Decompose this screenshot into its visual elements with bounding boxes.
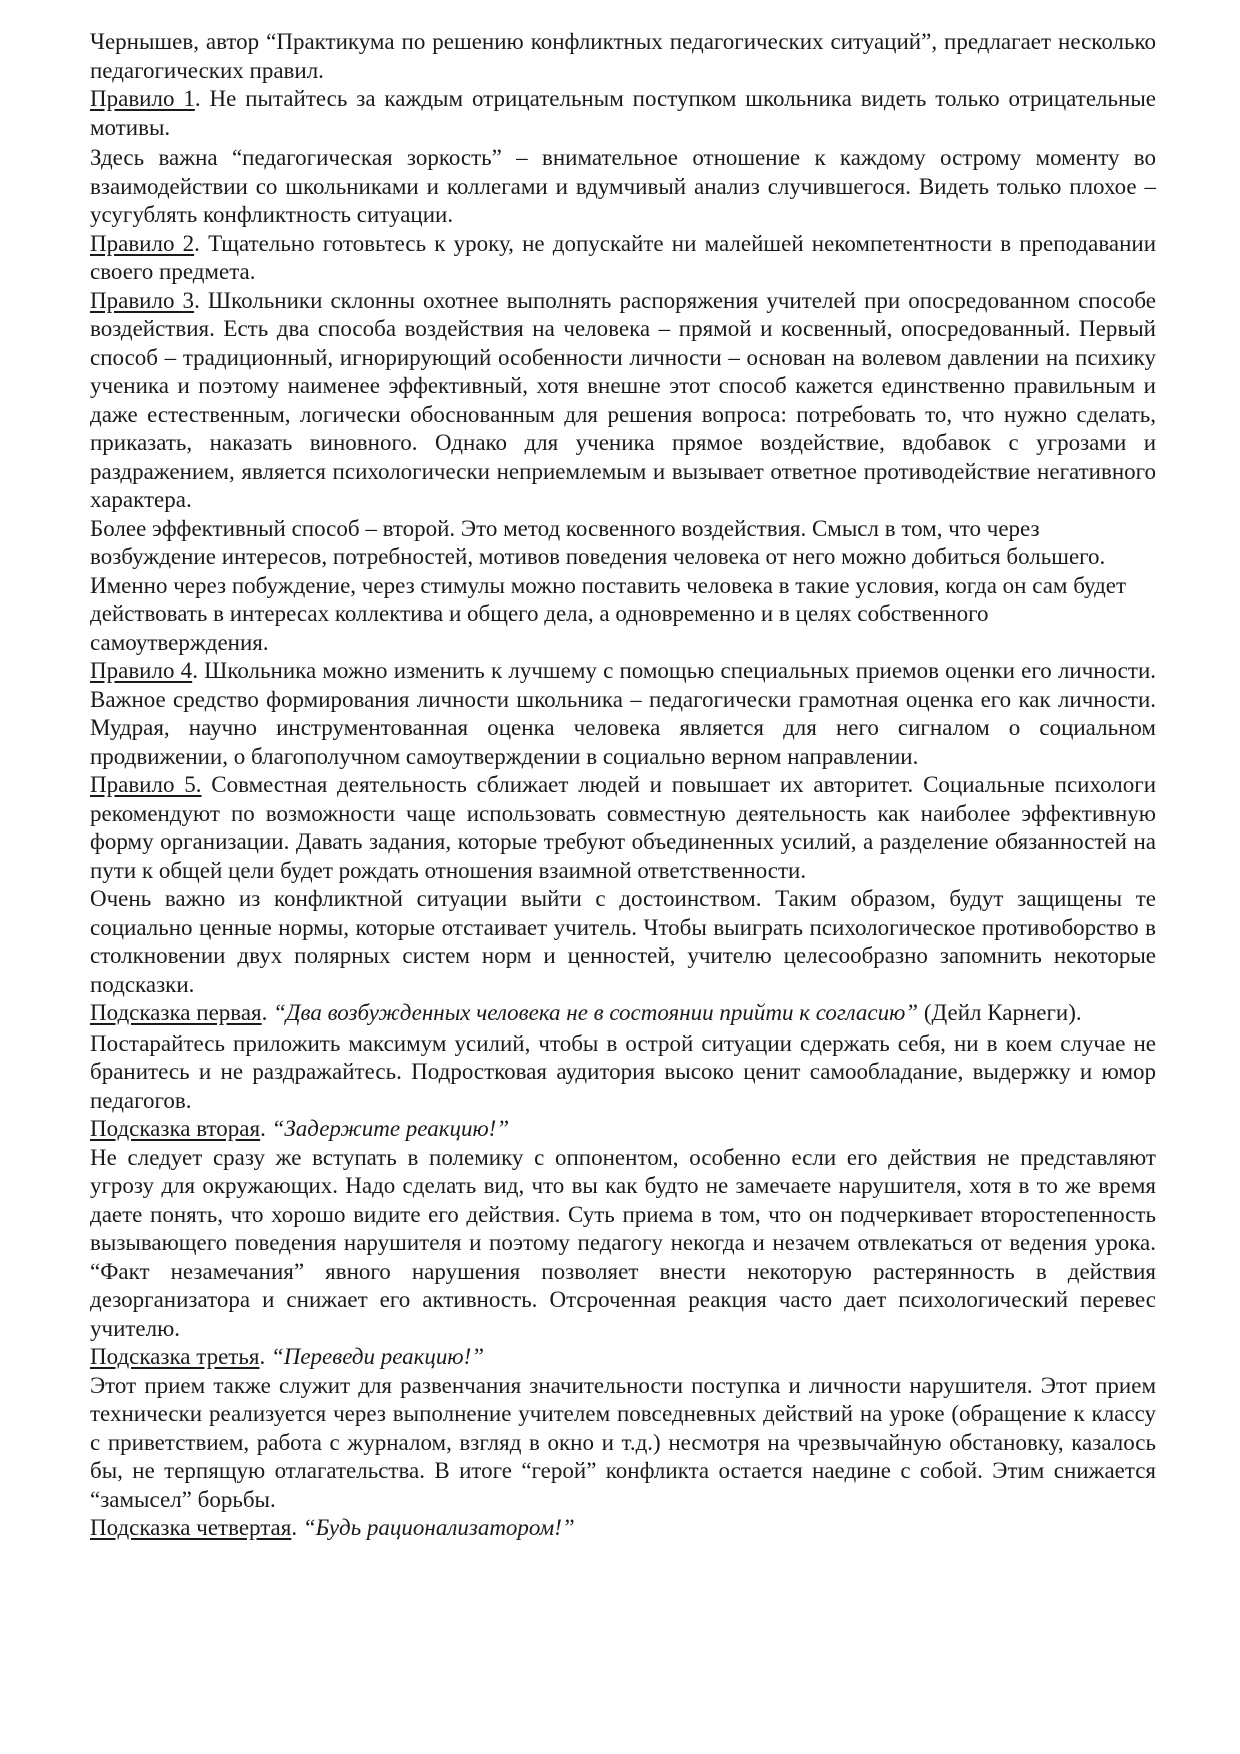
rule-2-label: Правило 2: [90, 230, 195, 256]
rule-4-text: . Школьника можно изменить к лучшему с помощью специальных приемов оценки его личности. Важное средство формирования личности школьника – педагогически грамотная оценка его как личности. Мудрая, научно инструментованная оценка человека является для него сигналом о социальном продвижении, о благополучном самоутверждении в социально верном направлении.: [90, 658, 1157, 769]
hint-4-separator: .: [291, 1515, 303, 1540]
intro-text: Чернышев, автор “Практикума по решению конфликтных педагогических ситуаций”, предлагает несколько педагогических правил.: [90, 29, 1156, 83]
hint-3-separator: .: [259, 1344, 271, 1369]
rule-2-text: . Тщательно готовьтесь к уроку, не допускайте ни малейшей некомпетентности в преподавании своего предмета.: [90, 230, 1157, 284]
rule-3-text: . Школьники склонны охотнее выполнять распоряжения учителей при опосредованном способе воздействия. Есть два способа воздействия на человека – прямой и косвенный, опосредованный. Первый способ – традиционный, игнорирующий особенности личности – основан на волевом давлении на психику ученика и поэтому наименее эффективный, хотя внешне этот способ кажется единственно правильным и даже естественным, логически обоснованным для решения вопроса: потребовать то, что нужно сделать, приказать, наказать виновного. Однако для ученика прямое воздействие, вдобавок с угрозами и раздражением, является психологически неприемлемым и вызывает ответное противодействие негативного характера.: [90, 287, 1156, 512]
rule-3-label: Правило 3: [90, 287, 195, 313]
hint-1-explanation-text: Постарайтесь приложить максимум усилий, чтобы в острой ситуации сдержать себя, ни в коем случае не бранитесь и не раздражайтесь. Подростковая аудитория высоко ценит самообладание, выдержку и юмор педагогов.: [90, 1030, 1156, 1113]
conflict-text: Очень важно из конфликтной ситуации выйти с достоинством. Таким образом, будут защищены те социально ценные нормы, которые отстаивает учитель. Чтобы выиграть психологическое противоборство в столкновении двух полярных систем норм и ценностей, учителю целесообразно запомнить некоторые подсказки.: [90, 886, 1156, 997]
rule-1-text: . Не пытайтесь за каждым отрицательным поступком школьника видеть только отрицательные мотивы.: [90, 86, 1156, 140]
hint-2-paragraph: [90, 1115, 1156, 1144]
hint-2-quote: “Задержите реакцию!”: [271, 1116, 510, 1141]
rule-5-text: Совместная деятельность сближает людей и повышает их авторитет. Социальные психологи рекомендуют по возможности чаще использовать совместную деятельность как наиболее эффективную форму организации. Давать задания, которые требуют объединенных усилий, а разделение обязанностей на пути к общей цели будет рождать отношения взаимной ответственности.: [90, 772, 1157, 883]
hint-2-explanation: [90, 1144, 1156, 1344]
rule-3-explanation-text: Более эффективный способ – второй. Это метод косвенного воздействия. Смысл в том, что через возбуждение интересов, потребностей, мотивов поведения человека от него можно добиться большего. Именно через побуждение, через стимулы можно поставить человека в такие условия, когда он сам будет действовать в интересах коллектива и общего дела, а одновременно и в целях собственного самоутверждения.: [90, 515, 1127, 655]
hint-3-label: Подсказка третья: [90, 1344, 260, 1369]
hint-1-label: Подсказка первая: [90, 1000, 262, 1025]
hint-4-label: Подсказка четвертая: [90, 1515, 292, 1540]
hint-1-quote: “Два возбужденных человека не в состоянии прийти к согласию”: [273, 1000, 919, 1025]
hint-3-explanation: [90, 1372, 1156, 1515]
intro-paragraph: [90, 28, 1156, 85]
hint-4-paragraph: [90, 1514, 1156, 1543]
hint-2-label: Подсказка вторая: [90, 1116, 261, 1141]
hint-1-separator: .: [261, 1000, 274, 1025]
document-page: [90, 28, 1156, 1543]
rule-1-paragraph: [90, 85, 1156, 142]
rule-1-explanation: [90, 144, 1156, 230]
conflict-paragraph: [90, 885, 1156, 999]
rule-4-label: Правило 4: [90, 658, 193, 683]
hint-3-quote: “Переведи реакцию!”: [270, 1344, 485, 1369]
rule-5-label: Правило 5.: [90, 772, 202, 797]
rule-1-explanation-text: Здесь важна “педагогическая зоркость” – внимательное отношение к каждому острому моменту во взаимодействии со школьниками и коллегами и вдумчивый анализ случившегося. Видеть только плохое – усугублять конфликтность ситуации.: [90, 145, 1156, 227]
hint-3-paragraph: [90, 1343, 1156, 1372]
hint-1-paragraph: [90, 999, 1156, 1028]
rule-3-paragraph: [90, 287, 1156, 515]
hint-1-author: (Дейл Карнеги).: [918, 1000, 1082, 1025]
hint-1-explanation: [90, 1030, 1156, 1116]
rule-2-paragraph: [90, 230, 1156, 287]
rule-1-label: Правило 1: [90, 86, 195, 111]
hint-3-explanation-text: Этот прием также служит для развенчания значительности поступка и личности нарушителя. Этот прием технически реализуется через выполнение учителем повседневных действий на уроке (обращение к классу с приветствием, работа с журналом, взгляд в окно и т.д.) несмотря на чрезвычайную обстановку, казалось бы, не терпящую отлагательства. В итоге “герой” конфликта остается наедине с собой. Этим снижается “замысел” борьбы.: [90, 1372, 1156, 1512]
hint-2-explanation-text: Не следует сразу же вступать в полемику с оппонентом, особенно если его действия не представляют угрозу для окружающих. Надо сделать вид, что вы как будто не замечаете нарушителя, хотя в то же время даете понять, что хорошо видите его действия. Суть приема в том, что он подчеркивает второстепенность вызывающего поведения нарушителя и поэтому педагогу некогда и незачем отвлекаться от ведения урока. “Факт незамечания” явного нарушения позволяет внести некоторую растерянность в действия дезорганизатора и снижает его активность. Отсроченная реакция часто дает психологический перевес учителю.: [90, 1144, 1156, 1341]
hint-4-quote: “Будь рационализатором!”: [302, 1515, 575, 1540]
hint-2-separator: .: [260, 1116, 272, 1141]
rule-3-explanation: [90, 515, 1156, 658]
rule-5-paragraph: [90, 771, 1156, 885]
rule-4-paragraph: [90, 657, 1156, 771]
